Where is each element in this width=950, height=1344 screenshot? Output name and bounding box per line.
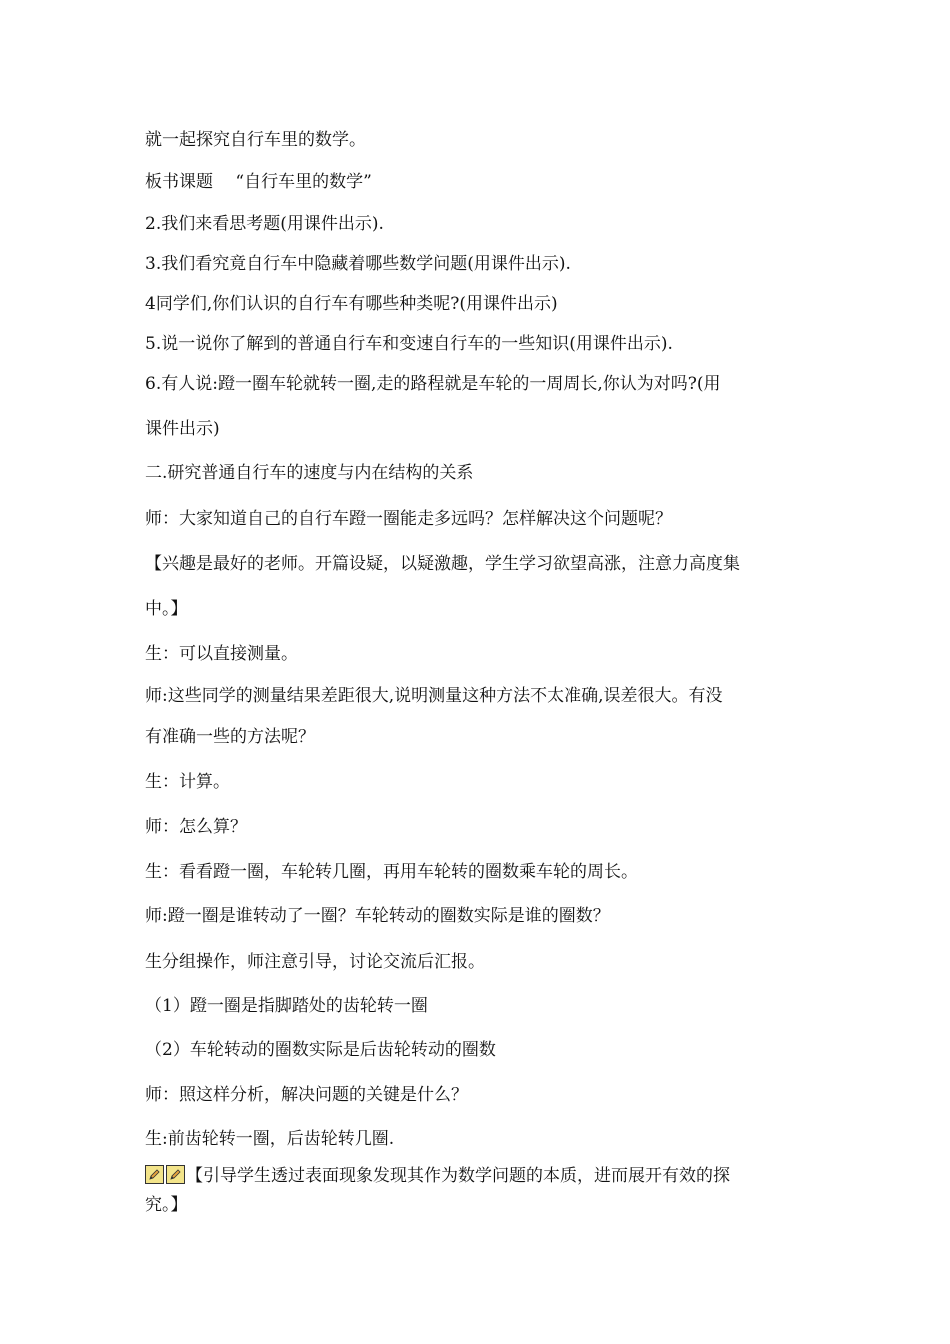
text-line: 师：大家知道自己的自行车蹬一圈能走多远吗？怎样解决这个问题呢？ (145, 509, 672, 529)
text-line: 就一起探究自行车里的数学。 (145, 130, 366, 150)
text-line: 师:这些同学的测量结果差距很大,说明测量这种方法不太准确,误差很大。有没 (145, 686, 723, 706)
text-line: 板书课题 “自行车里的数学” (145, 172, 372, 192)
text-line: 生:前齿轮转一圈，后齿轮转几圈. (145, 1129, 395, 1149)
text-line: 课件出示) (145, 419, 220, 439)
text-line: 生：计算。 (145, 772, 230, 792)
list-item: （1）蹬一圈是指脚踏处的齿轮转一圈 (145, 996, 428, 1016)
text-line: 6.有人说:蹬一圈车轮就转一圈,走的路程就是车轮的一周周长,你认为对吗?(用 (145, 374, 721, 394)
text-line: 师：怎么算？ (145, 817, 247, 837)
text-line: 生分组操作，师注意引导，讨论交流后汇报。 (145, 952, 485, 972)
text-line: 4同学们,你们认识的自行车有哪些种类呢?(用课件出示) (145, 294, 558, 314)
section-heading: 二.研究普通自行车的速度与内在结构的关系 (145, 463, 474, 483)
comment-line: 究。】 (145, 1195, 188, 1215)
text-line: 生：可以直接测量。 (145, 644, 298, 664)
text-line: 师:蹬一圈是谁转动了一圈？车轮转动的圈数实际是谁的圈数？ (145, 906, 610, 926)
text-line: 2.我们来看思考题(用课件出示). (145, 214, 384, 234)
comment-line: 【兴趣是最好的老师。开篇设疑，以疑激趣，学生学习欲望高涨，注意力高度集 (145, 554, 740, 574)
comment-line: 【引导学生透过表面现象发现其作为数学问题的本质，进而展开有效的探 (186, 1166, 730, 1186)
list-item: （2）车轮转动的圈数实际是后齿轮转动的圈数 (145, 1040, 496, 1060)
text-line: 师：照这样分析，解决问题的关键是什么？ (145, 1085, 468, 1105)
text-line: 5.说一说你了解到的普通自行车和变速自行车的一些知识(用课件出示). (145, 334, 673, 354)
pencil-icon (145, 1165, 164, 1184)
text-line: 3.我们看究竟自行车中隐藏着哪些数学问题(用课件出示). (145, 254, 571, 274)
text-line: 生：看看蹬一圈，车轮转几圈，再用车轮转的圈数乘车轮的周长。 (145, 862, 638, 882)
note-icons (145, 1165, 185, 1184)
text-line: 有准确一些的方法呢？ (145, 727, 315, 747)
pencil-icon (166, 1165, 185, 1184)
comment-line: 中。】 (145, 599, 188, 619)
